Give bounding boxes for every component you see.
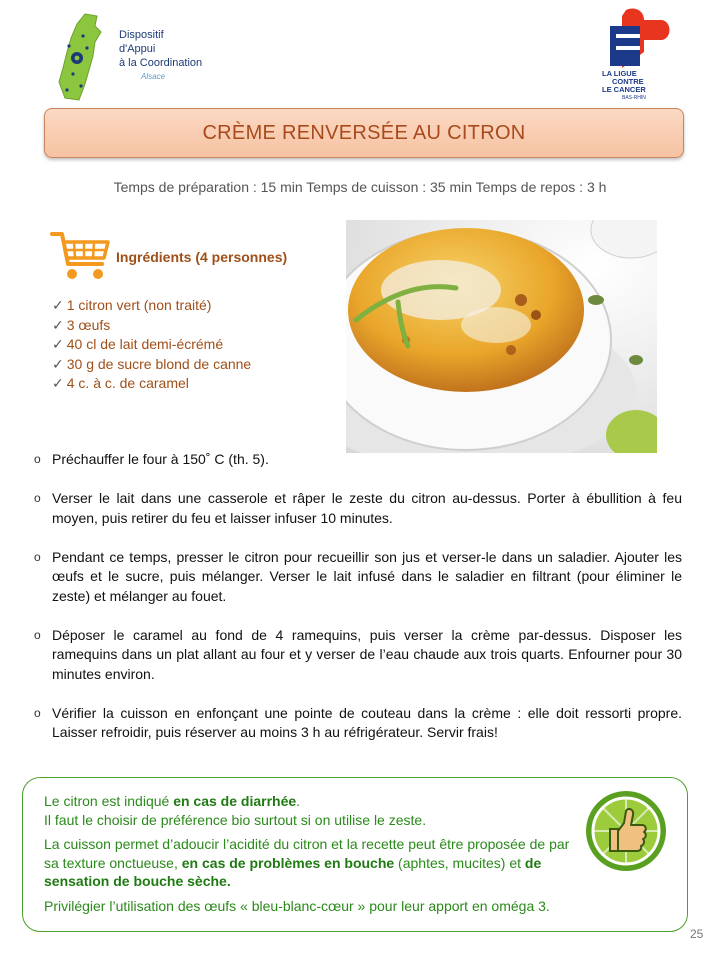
ligue-line: LE CANCER [602, 85, 646, 94]
note-highlight: en cas de problèmes en bouche [181, 854, 395, 871]
recipe-title-banner [44, 108, 684, 158]
list-item [52, 335, 251, 355]
ingredients-title: Ingrédients (4 personnes) [116, 249, 288, 265]
thumbs-up-icon [584, 789, 668, 873]
shopping-cart-icon [50, 228, 112, 282]
note-text: Le citron est indiqué [44, 793, 174, 809]
ingredients-list [52, 296, 251, 394]
note-text: La cuisson permet d’adoucir l’acidité du citron et la recette peut être proposée de par sa texture onctueuse, [44, 836, 570, 871]
ligue-line: CONTRE [612, 77, 644, 86]
circle-bullet-icon: o [34, 705, 41, 720]
alsace-map-icon [55, 12, 125, 104]
circle-bullet-icon: o [34, 549, 41, 564]
ligue-sub: BAS-RHIN [622, 95, 646, 101]
check-icon: ✓ [52, 297, 64, 313]
step-text: Pendant ce temps, presser le citron pour recueillir son jus et verser-le dans un saladier. Ajouter les œufs et le sucre, puis mélanger. Verser le lait infusé dans le saladier en filtrant (pour éliminer le zeste) et mélanger au fouet. [52, 548, 682, 604]
ingredient-text: 40 cl de lait demi-écrémé [66, 336, 224, 352]
list-item [52, 355, 251, 375]
creme-ramekin-image [346, 220, 657, 453]
circle-bullet-icon: o [34, 452, 41, 466]
ligue-cancer-logo [600, 8, 672, 100]
note-paragraph [44, 835, 584, 891]
creme-photo [346, 220, 657, 453]
list-item [34, 489, 682, 528]
list-item [34, 450, 682, 470]
note-highlight: en cas de diarrhée [173, 793, 297, 809]
dac-logo-sub: Alsace [141, 72, 166, 81]
dac-logo-text [119, 28, 202, 84]
note-text: . [296, 793, 301, 809]
recipe-times: Temps de préparation : 15 min Temps de cuisson : 35 min Temps de repos : 3 h [113, 179, 607, 195]
check-icon: ✓ [52, 355, 64, 372]
note-paragraph [44, 897, 584, 916]
ingredient-text: 1 citron vert (non traité) [66, 297, 212, 313]
step-text: Vérifier la cuisson en enfonçant une pointe de couteau dans la crème : elle doit ressorti propre. Laisser refroidir, puis réserver au moins 3 h au réfrigérateur. Servir frais! [52, 704, 682, 740]
check-icon: ✓ [52, 316, 64, 333]
ingredient-text: 30 g de sucre blond de canne [66, 355, 252, 372]
dac-logo-line: Dispositif [119, 29, 164, 41]
dac-logo-line: à la Coordination [119, 57, 203, 69]
note-text: Privilégier l’utilisation des œufs « bleu-blanc-cœur » pour leur apport en oméga 3. [44, 897, 550, 914]
dac-logo-line: d'Appui [119, 43, 156, 55]
list-item [34, 704, 682, 743]
recipe-steps [34, 450, 682, 743]
note-highlight: de sensation de bouche sèche. [44, 854, 542, 889]
list-item [34, 626, 682, 685]
step-text: Verser le lait dans une casserole et râper le zeste du citron au-dessus. Porter à ébullition à feu moyen, puis retirer du feu et laisser infuser 10 minutes. [52, 490, 682, 526]
ligue-cancer-text [600, 70, 672, 102]
circle-bullet-icon: o [34, 627, 41, 642]
note-text: (aphtes, mucites) et [394, 854, 525, 871]
page-number: 25 [690, 927, 704, 941]
circle-bullet-icon: o [34, 491, 41, 505]
health-note-text [44, 792, 584, 923]
step-text: Préchauffer le four à 150˚ C (th. 5). [52, 451, 269, 467]
ingredient-text: 3 œufs [66, 316, 111, 333]
ligue-line: LA LIGUE [602, 69, 637, 78]
check-icon: ✓ [52, 375, 64, 391]
dac-logo [55, 12, 205, 104]
list-item [34, 548, 682, 607]
ingredient-text: 4 c. à c. de caramel [66, 375, 189, 391]
ligue-cancer-symbol-icon [600, 8, 672, 70]
list-item [52, 374, 251, 394]
step-text: Déposer le caramel au fond de 4 ramequins, puis verser la crème par-dessus. Disposer les ramequins dans un plat allant au four et y verser de l’eau chaude aux trois quarts. Enfourner pour 30 minutes environ. [52, 626, 682, 682]
list-item [52, 316, 251, 336]
note-paragraph [44, 792, 584, 829]
note-text: Il faut le choisir de préférence bio surtout si on utilise le zeste. [44, 811, 427, 828]
check-icon: ✓ [52, 336, 64, 352]
list-item [52, 296, 251, 316]
recipe-title: CRÈME RENVERSÉE AU CITRON [202, 121, 526, 144]
